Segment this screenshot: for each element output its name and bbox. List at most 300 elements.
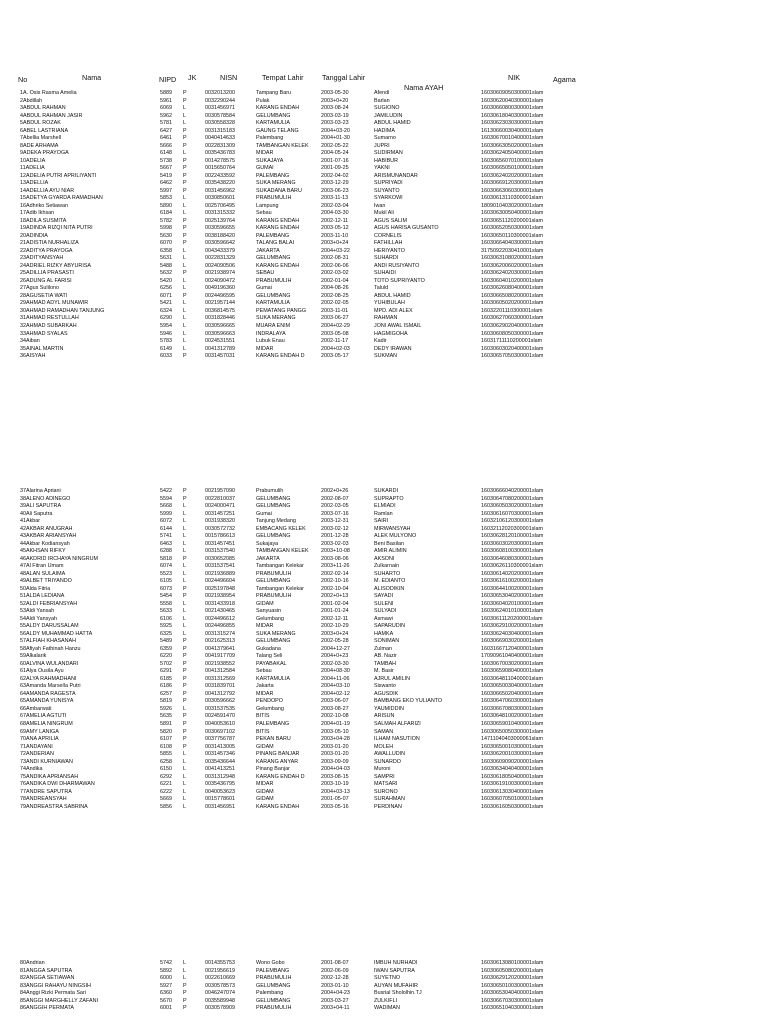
row-nik-agama: 16030616100200001slam bbox=[481, 578, 544, 585]
row-jk: L bbox=[183, 195, 186, 202]
row-nama: 58Afiyah Fathinah Hanzu bbox=[20, 645, 81, 652]
row-nipd: 5853 bbox=[160, 195, 172, 202]
row-nik-agama: 16030665050100001slam bbox=[481, 165, 544, 172]
table-row bbox=[0, 203, 768, 211]
row-nama: 44Akbar Kodiansyah bbox=[20, 540, 70, 547]
row-jk: P bbox=[183, 270, 187, 277]
row-tempat-lahir: SUKA MERANG bbox=[256, 180, 296, 187]
row-nisn: 0015650764 bbox=[205, 165, 235, 172]
row-nama: 75ANDIKA APRIANSAH bbox=[20, 773, 79, 780]
row-nama: 57ALFIAH KHASANAH bbox=[20, 638, 77, 645]
row-jk: L bbox=[183, 255, 186, 262]
row-nama-ayah: SUYANTO bbox=[374, 187, 400, 194]
row-nisn: 0035436783 bbox=[205, 150, 235, 157]
row-tempat-lahir: PRABUMULIH bbox=[256, 195, 292, 202]
row-tempat-lahir: KARANG ENDAH bbox=[256, 262, 300, 269]
row-nipd: 6071 bbox=[160, 292, 172, 299]
row-tanggal-lahir: 2003-11-10 bbox=[321, 232, 349, 239]
row-nisn: 0041917709 bbox=[205, 653, 235, 660]
row-tanggal-lahir: 2002-01-04 bbox=[321, 277, 349, 284]
row-nik-agama: 16032201110300001slam bbox=[481, 307, 543, 314]
row-nipd: 6069 bbox=[160, 105, 172, 112]
row-nisn: 0043433379 bbox=[205, 247, 235, 254]
row-nipd: 5926 bbox=[160, 705, 172, 712]
row-tempat-lahir: Sukajaya bbox=[256, 540, 279, 547]
row-nik-agama: 16030669030200001slam bbox=[481, 638, 544, 645]
table-row bbox=[0, 990, 768, 998]
row-jk: P bbox=[183, 187, 187, 194]
table-row bbox=[0, 586, 768, 594]
row-tanggal-lahir: 2002-03-05 bbox=[321, 503, 349, 510]
row-tempat-lahir: TAMBANGAN KELEK bbox=[256, 548, 309, 555]
row-tempat-lahir: PENDOPO bbox=[256, 698, 283, 705]
row-tempat-lahir: GELUMBANG bbox=[256, 578, 291, 585]
row-nipd: 5889 bbox=[160, 90, 172, 96]
table-row bbox=[0, 98, 768, 106]
row-nipd: 6107 bbox=[160, 736, 172, 743]
row-nipd: 6290 bbox=[160, 315, 172, 322]
row-tanggal-lahir: 2004+01-30 bbox=[321, 135, 350, 142]
row-nipd: 6358 bbox=[160, 247, 172, 254]
row-nisn: 0031312948 bbox=[205, 773, 235, 780]
row-nik-agama: 16030630050400001slam bbox=[481, 210, 544, 217]
header-jk: JK bbox=[188, 73, 197, 82]
row-tempat-lahir: Tanjung Medang bbox=[256, 518, 296, 525]
row-nik-agama: 16030648100200001slam bbox=[481, 713, 544, 720]
row-nisn: 0022810037 bbox=[205, 495, 235, 502]
row-nisn: 0030572732 bbox=[205, 525, 235, 532]
row-jk: L bbox=[183, 518, 186, 525]
row-tempat-lahir: GELUMBANG bbox=[256, 255, 291, 262]
row-nisn: 0030596662 bbox=[205, 698, 235, 705]
row-tanggal-lahir: 2004+11-06 bbox=[321, 675, 350, 682]
row-nipd: 5558 bbox=[160, 600, 172, 607]
table-row bbox=[0, 533, 768, 541]
row-tanggal-lahir: 2004+04-03 bbox=[321, 766, 350, 773]
row-nama-ayah: YUHIBULAH bbox=[374, 300, 405, 307]
table-row bbox=[0, 541, 768, 549]
row-nisn: 0046247074 bbox=[205, 990, 235, 997]
row-tempat-lahir: PRABUMULIH bbox=[256, 570, 292, 577]
row-nik-agama: 16030629020400001slam bbox=[481, 322, 544, 329]
row-jk: P bbox=[183, 653, 187, 660]
row-tanggal-lahir: 2002-03-02 bbox=[321, 270, 349, 277]
row-tempat-lahir: PALEMBANG bbox=[256, 720, 290, 727]
row-nipd: 6073 bbox=[160, 585, 172, 592]
row-nama-ayah: M. Basir bbox=[374, 668, 394, 675]
row-tempat-lahir: Talang Seli bbox=[256, 653, 283, 660]
row-nama-ayah: TAMBAH bbox=[374, 660, 397, 667]
row-tempat-lahir: Lampung bbox=[256, 202, 279, 209]
row-tanggal-lahir: 2003-09-09 bbox=[321, 758, 349, 765]
row-nik-agama: 16030665080200001slam bbox=[481, 292, 544, 299]
row-nik-agama: 16030626110300001slam bbox=[481, 563, 543, 570]
row-nipd: 6221 bbox=[160, 781, 172, 788]
table-row bbox=[0, 578, 768, 586]
row-tanggal-lahir: 2003-12-29 bbox=[321, 180, 349, 187]
row-jk: L bbox=[183, 210, 186, 217]
row-nama-ayah: SULENI bbox=[374, 600, 394, 607]
row-tanggal-lahir: 2004-05-24 bbox=[321, 150, 349, 157]
row-nisn: 0031456971 bbox=[205, 105, 235, 112]
table-row bbox=[0, 698, 768, 706]
row-nisn: 0021956619 bbox=[205, 967, 235, 974]
row-nik-agama: 16030665020400001slam bbox=[481, 690, 544, 697]
row-nipd: 5855 bbox=[160, 751, 172, 758]
row-tanggal-lahir: 2003+0+20 bbox=[321, 97, 349, 104]
row-jk: P bbox=[183, 97, 187, 104]
row-nama: 51ALDA LEDIANA bbox=[20, 593, 65, 600]
row-jk: L bbox=[183, 345, 186, 352]
row-nik-agama: 16030667030300001slam bbox=[481, 997, 544, 1004]
row-nipd: 6108 bbox=[160, 743, 172, 750]
row-tempat-lahir: GAUNG TELANG bbox=[256, 127, 299, 134]
row-nama: 8ADE ARHAMA bbox=[20, 142, 59, 149]
row-nipd: 5666 bbox=[160, 142, 172, 149]
row-nisn: 0041312584 bbox=[205, 668, 235, 675]
row-tempat-lahir: GELUMBANG bbox=[256, 495, 291, 502]
row-nisn: 0031456962 bbox=[205, 187, 235, 194]
row-nama-ayah: AGUS SALIM bbox=[374, 217, 407, 224]
row-nama-ayah: SUNARDO bbox=[374, 758, 401, 765]
row-nik-agama: 16030647060300001slam bbox=[481, 698, 544, 705]
row-tempat-lahir: PEKAN BARU bbox=[256, 736, 291, 743]
row-nama: 9ADEKA PRAYOGA bbox=[20, 150, 69, 157]
row-nama: 40Ali Saputra bbox=[20, 510, 53, 517]
table-row bbox=[0, 608, 768, 616]
row-nik-agama: 16030608100300001slam bbox=[481, 548, 544, 555]
row-nik-agama: 16030634040400001slam bbox=[481, 766, 544, 773]
row-tanggal-lahir: 2003-08-24 bbox=[321, 105, 349, 112]
row-nama: 78ANDREANSYAH bbox=[20, 796, 67, 803]
row-tempat-lahir: KARTAMULIA bbox=[256, 675, 290, 682]
row-nisn: 0035436644 bbox=[205, 758, 235, 765]
table-row bbox=[0, 736, 768, 744]
table-row bbox=[0, 210, 768, 218]
row-tempat-lahir: GELUMBANG bbox=[256, 997, 291, 1004]
row-nipd: 6185 bbox=[160, 675, 172, 682]
table-row bbox=[0, 346, 768, 354]
table-row bbox=[0, 128, 768, 136]
row-nik-agama: 16030644100200001slam bbox=[481, 585, 544, 592]
row-tempat-lahir: Sebau bbox=[256, 668, 272, 675]
table-row bbox=[0, 180, 768, 188]
row-nama-ayah: SUHARTO bbox=[374, 570, 401, 577]
row-nama: 65AMANDA YUNISYA bbox=[20, 698, 74, 705]
row-nik-agama: 16030656070100001slam bbox=[481, 157, 544, 164]
row-tempat-lahir: SUKA MERANG bbox=[256, 630, 296, 637]
row-tanggal-lahir: 2004+02-29 bbox=[321, 322, 350, 329]
row-nama: 41Akbar bbox=[20, 518, 41, 525]
row-tanggal-lahir: 2004+03-20 bbox=[321, 127, 350, 134]
row-jk: P bbox=[183, 713, 187, 720]
row-tempat-lahir: GELUMBANG bbox=[256, 112, 291, 119]
row-nama: 19ADINDA RIZQI NITA PUTRI bbox=[20, 225, 93, 232]
row-nipd: 5961 bbox=[160, 97, 172, 104]
row-nik-agama: 16030650010300001slam bbox=[481, 743, 544, 750]
row-tempat-lahir: GUMAI bbox=[256, 165, 274, 172]
row-nisn: 0014355753 bbox=[205, 960, 235, 966]
table-row bbox=[0, 233, 768, 241]
row-nipd: 5925 bbox=[160, 623, 172, 630]
row-nisn: 0031828446 bbox=[205, 315, 235, 322]
row-nama-ayah: ILHAM NASUTION bbox=[374, 736, 420, 743]
row-nama: 77ANDRE SAPUTRA bbox=[20, 788, 72, 795]
row-nama: 24ADRIEL RIZKY ABYURISA bbox=[20, 262, 92, 269]
row-nik-agama: 16030616050300001slam bbox=[481, 803, 544, 810]
header-tempat-lahir: Tempat Lahir bbox=[262, 73, 304, 82]
table-row bbox=[0, 225, 768, 233]
row-nama: 53Aldi Yansah bbox=[20, 608, 55, 615]
table-row bbox=[0, 270, 768, 278]
row-nisn: 0030558328 bbox=[205, 120, 235, 127]
row-tempat-lahir: SUKA MERANG bbox=[256, 315, 296, 322]
row-nama-ayah: SYARKOWI bbox=[374, 195, 403, 202]
row-nipd: 5781 bbox=[160, 120, 172, 127]
row-nama-ayah: AJRUL AMILIN bbox=[374, 675, 411, 682]
row-nik-agama: 16030650030400001slam bbox=[481, 683, 544, 690]
row-nisn: 0015778601 bbox=[205, 796, 235, 803]
row-jk: L bbox=[183, 262, 186, 269]
row-tempat-lahir: Gumai bbox=[256, 285, 272, 292]
row-tempat-lahir: KARANG ENDAH bbox=[256, 225, 300, 232]
row-nipd: 6325 bbox=[160, 630, 172, 637]
row-tanggal-lahir: 2002-08-25 bbox=[321, 292, 349, 299]
row-nama-ayah: Iwan bbox=[374, 202, 386, 209]
row-nisn: 0031457451 bbox=[205, 540, 235, 547]
row-tanggal-lahir: 2003-11-01 bbox=[321, 307, 349, 314]
row-nama: 47Al Fitran Umam bbox=[20, 563, 64, 570]
row-tempat-lahir: JAKARTA bbox=[256, 555, 280, 562]
row-nisn: 0030697102 bbox=[205, 728, 235, 735]
row-tempat-lahir: EMBACANG KELEK bbox=[256, 525, 306, 532]
row-nama-ayah: AGUS HARISA GUSANTO bbox=[374, 225, 439, 232]
row-jk: L bbox=[183, 307, 186, 314]
row-jk: P bbox=[183, 1005, 187, 1012]
row-jk: P bbox=[183, 488, 187, 494]
table-row bbox=[0, 548, 768, 556]
row-nama: 66Ambarwati bbox=[20, 705, 52, 712]
table-row bbox=[0, 113, 768, 121]
row-nipd: 5856 bbox=[160, 803, 172, 810]
row-nik-agama: 16030629120200001slam bbox=[481, 975, 544, 982]
row-nisn: 0040053610 bbox=[205, 720, 235, 727]
row-jk: P bbox=[183, 157, 187, 164]
row-nik-agama: 16030626080400001slam bbox=[481, 285, 544, 292]
row-nama-ayah: Zulkarnain bbox=[374, 563, 400, 570]
row-nisn: 0021938974 bbox=[205, 270, 235, 277]
row-nisn: 0032013200 bbox=[205, 90, 235, 96]
row-nipd: 5594 bbox=[160, 495, 172, 502]
row-jk: L bbox=[183, 315, 186, 322]
row-nipd: 5667 bbox=[160, 165, 172, 172]
row-nik-agama: 16030614020200001slam bbox=[481, 570, 544, 577]
row-nama: 21ADISTIA NURHALIZA bbox=[20, 240, 79, 247]
row-nisn: 0021957090 bbox=[205, 488, 235, 494]
row-nama: 2Abdillah bbox=[20, 97, 43, 104]
row-nama-ayah: Afendi bbox=[374, 90, 390, 96]
row-tempat-lahir: KARANG ENDAH D bbox=[256, 353, 305, 360]
row-tempat-lahir: PALEMBANG bbox=[256, 172, 290, 179]
row-nisn: 0031457346 bbox=[205, 751, 235, 758]
row-nik-agama: 16030670010400001slam bbox=[481, 135, 544, 142]
row-jk: L bbox=[183, 751, 186, 758]
row-nipd: 5633 bbox=[160, 608, 172, 615]
row-tanggal-lahir: 2003-03-27 bbox=[321, 997, 349, 1004]
row-jk: L bbox=[183, 788, 186, 795]
table-row bbox=[0, 721, 768, 729]
row-nama-ayah: YAUMIDDIN bbox=[374, 705, 404, 712]
row-tempat-lahir: PRABUMULIH bbox=[256, 593, 292, 600]
header-nama-ayah: Nama AYAH bbox=[404, 83, 444, 92]
row-nisn: 0031315274 bbox=[205, 630, 235, 637]
row-tempat-lahir: Gukadana bbox=[256, 645, 281, 652]
row-nama-ayah: JAMILUDIN bbox=[374, 112, 403, 119]
row-jk: L bbox=[183, 510, 186, 517]
row-tanggal-lahir: 2003-01-20 bbox=[321, 743, 349, 750]
row-nipd: 5632 bbox=[160, 270, 172, 277]
row-nipd: 5670 bbox=[160, 997, 172, 1004]
row-nama-ayah: Taluld bbox=[374, 285, 389, 292]
row-jk: P bbox=[183, 668, 187, 675]
row-nisn: 0037756787 bbox=[205, 736, 235, 743]
table-row bbox=[0, 683, 768, 691]
table-row bbox=[0, 960, 768, 968]
row-nipd: 5454 bbox=[160, 593, 172, 600]
row-nik-agama: 16030609050300001slam bbox=[481, 90, 544, 96]
row-nipd: 6072 bbox=[160, 518, 172, 525]
row-jk: P bbox=[183, 165, 187, 172]
row-nipd: 5635 bbox=[160, 713, 172, 720]
row-tempat-lahir: SUKADANA BARU bbox=[256, 187, 302, 194]
row-nama-ayah: IWAN SAPUTRA bbox=[374, 967, 415, 974]
row-nama: 36AISYAH bbox=[20, 353, 46, 360]
row-nik-agama: 16030657050300001slam bbox=[481, 353, 544, 360]
row-nama-ayah: AWALLUDIN bbox=[374, 751, 406, 758]
row-nama: 54Aldi Yansyah bbox=[20, 615, 57, 622]
header-tanggal-lahir: Tanggal Lahir bbox=[322, 73, 366, 82]
row-tanggal-lahir: 2002-03-04 bbox=[321, 202, 349, 209]
row-nama: 63Amanda Marsella Putri bbox=[20, 683, 81, 690]
row-tanggal-lahir: 2002-05-28 bbox=[321, 638, 349, 645]
table-row bbox=[0, 729, 768, 737]
table-row bbox=[0, 353, 768, 361]
row-tanggal-lahir: 2002-12-11 bbox=[321, 615, 349, 622]
row-nisn: 0031938320 bbox=[205, 518, 235, 525]
row-nama-ayah: DEDY IRAWAN bbox=[374, 345, 412, 352]
row-tempat-lahir: PALEMBANG bbox=[256, 232, 290, 239]
row-nipd: 5668 bbox=[160, 503, 172, 510]
row-nik-agama: 18090104030200001slam bbox=[481, 202, 544, 209]
row-nipd: 5702 bbox=[160, 660, 172, 667]
row-jk: P bbox=[183, 728, 187, 735]
row-tempat-lahir: KARANG ENDAH bbox=[256, 105, 300, 112]
row-jk: P bbox=[183, 638, 187, 645]
row-nama: 1A. Osis Rasma Amelia bbox=[20, 90, 77, 96]
row-tempat-lahir: Tambangan Kelekar bbox=[256, 563, 304, 570]
row-nipd: 6148 bbox=[160, 150, 172, 157]
row-nama: 60ALVINA WULANDARI bbox=[20, 660, 79, 667]
row-tanggal-lahir: 2003+0+24 bbox=[321, 240, 349, 247]
row-tempat-lahir: PRABUMULIH bbox=[256, 277, 292, 284]
table-row bbox=[0, 488, 768, 496]
row-nik-agama: 16030660800300001slam bbox=[481, 105, 544, 112]
row-jk: P bbox=[183, 127, 187, 134]
row-nama: 74Andika bbox=[20, 766, 43, 773]
table-row bbox=[0, 774, 768, 782]
row-jk: P bbox=[183, 645, 187, 652]
table-row bbox=[0, 653, 768, 661]
row-jk: L bbox=[183, 150, 186, 157]
row-nama-ayah: SUGIONO bbox=[374, 105, 400, 112]
row-nama-ayah: AB. Nazir bbox=[374, 653, 397, 660]
row-nik-agama: 31750922030410001slam bbox=[481, 247, 544, 254]
table-row bbox=[0, 691, 768, 699]
row-nama: 22ADITYA PRAYOGA bbox=[20, 247, 73, 254]
row-jk: L bbox=[183, 525, 186, 532]
row-tanggal-lahir: 2004+01-19 bbox=[321, 720, 350, 727]
row-nipd: 6257 bbox=[160, 690, 172, 697]
row-nik-agama: 16031711110200001slam bbox=[481, 338, 543, 345]
row-nama: 17Adib Ikhsan bbox=[20, 210, 55, 217]
row-nama-ayah: HERIYANTO bbox=[374, 247, 405, 254]
row-nipd: 6462 bbox=[160, 180, 172, 187]
row-jk: L bbox=[183, 623, 186, 630]
table-row bbox=[0, 676, 768, 684]
row-nama: 69AMY LANIGA bbox=[20, 728, 59, 735]
row-nipd: 5489 bbox=[160, 638, 172, 645]
row-tanggal-lahir: 2002-02-05 bbox=[321, 300, 349, 307]
row-nisn: 0031537541 bbox=[205, 563, 235, 570]
row-nama-ayah: AUYAN MUFAHIR bbox=[374, 982, 418, 989]
table-row bbox=[0, 158, 768, 166]
row-nisn: 0041413251 bbox=[205, 766, 235, 773]
row-tanggal-lahir: 2004+08-30 bbox=[321, 668, 350, 675]
row-nipd: 5669 bbox=[160, 796, 172, 803]
row-nisn: 0021936889 bbox=[205, 570, 235, 577]
row-nama: 45AKHSAN RIFKY bbox=[20, 548, 66, 555]
row-nisn: 0041312789 bbox=[205, 345, 235, 352]
row-tempat-lahir: SUKAJAYA bbox=[256, 157, 284, 164]
row-jk: L bbox=[183, 105, 186, 112]
table-row bbox=[0, 571, 768, 579]
student-table-section-3 bbox=[0, 960, 768, 1013]
row-nisn: 0031315332 bbox=[205, 210, 235, 217]
table-row bbox=[0, 285, 768, 293]
row-jk: L bbox=[183, 803, 186, 810]
row-tanggal-lahir: 2003-02-03 bbox=[321, 540, 349, 547]
table-row bbox=[0, 631, 768, 639]
row-tempat-lahir: Pulak bbox=[256, 97, 270, 104]
row-nama-ayah: ALISODIKIN bbox=[374, 585, 405, 592]
row-jk: L bbox=[183, 330, 186, 337]
row-tanggal-lahir: 2001-02-04 bbox=[321, 600, 349, 607]
row-jk: P bbox=[183, 90, 187, 96]
table-row bbox=[0, 323, 768, 331]
row-nik-agama: 16030624020300001slam bbox=[481, 270, 544, 277]
row-nisn: 0024591470 bbox=[205, 713, 235, 720]
row-nisn: 0021938552 bbox=[205, 660, 235, 667]
row-tanggal-lahir: 2001-12-28 bbox=[321, 533, 349, 540]
row-tanggal-lahir: 2003-02-12 bbox=[321, 525, 349, 532]
row-nipd: 6105 bbox=[160, 578, 172, 585]
row-nik-agama: 16030664040300001slam bbox=[481, 240, 544, 247]
row-nisn: 0031315183 bbox=[205, 127, 235, 134]
row-nama-ayah: ABDUL HAMID bbox=[374, 120, 411, 127]
table-row bbox=[0, 511, 768, 519]
row-nama-ayah: SAYADI bbox=[374, 593, 393, 600]
row-nik-agama: 16030627060300001slam bbox=[481, 315, 544, 322]
